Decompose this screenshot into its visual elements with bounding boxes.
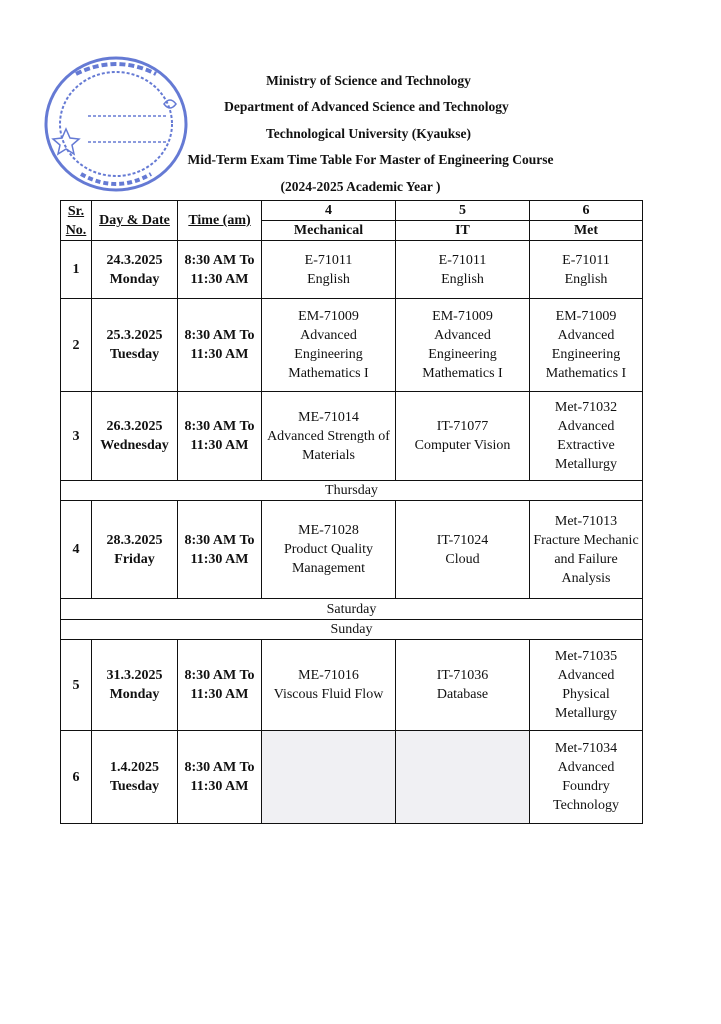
row-it-empty — [396, 731, 530, 824]
break-sunday-label: Sunday — [61, 620, 643, 640]
row-met: EM-71009 Advanced Engineering Mathematics I — [530, 299, 643, 392]
table-header-row — [61, 201, 643, 221]
timetable-title: Mid-Term Exam Time Table For Master of Engineering Course — [187, 152, 554, 167]
exam-timetable — [60, 200, 643, 824]
header-group-5: 5 — [396, 201, 530, 221]
header-mechanical: Mechanical — [262, 221, 396, 241]
table-row — [61, 241, 643, 299]
ministry-title: Ministry of Science and Technology — [266, 73, 471, 88]
table-row — [61, 392, 643, 481]
row-it: EM-71009 Advanced Engineering Mathematics I — [396, 299, 530, 392]
table-row — [61, 640, 643, 731]
row-met: Met-71013 Fracture Mechanic and Failure Analysis — [530, 501, 643, 599]
break-saturday-label: Saturday — [61, 599, 643, 620]
break-row-thursday — [61, 481, 643, 501]
row-mechanical: ME-71028 Product Quality Management — [262, 501, 396, 599]
row-sr: 5 — [61, 640, 92, 731]
row-day-date: 31.3.2025 Monday — [92, 640, 178, 731]
row-sr: 4 — [61, 501, 92, 599]
department-title: Department of Advanced Science and Technology — [224, 99, 509, 114]
row-it: E-71011 English — [396, 241, 530, 299]
header-it: IT — [396, 221, 530, 241]
break-row-sunday — [61, 620, 643, 640]
row-day-date: 28.3.2025 Friday — [92, 501, 178, 599]
header-group-6: 6 — [530, 201, 643, 221]
row-mechanical-empty — [262, 731, 396, 824]
row-time: 8:30 AM To 11:30 AM — [178, 392, 262, 481]
row-met: Met-71034 Advanced Foundry Technology — [530, 731, 643, 824]
break-row-saturday — [61, 599, 643, 620]
row-mechanical: EM-71009 Advanced Engineering Mathematics I — [262, 299, 396, 392]
row-day-date: 1.4.2025 Tuesday — [92, 731, 178, 824]
row-it: IT-71077 Computer Vision — [396, 392, 530, 481]
row-met: Met-71032 Advanced Extractive Metallurgy — [530, 392, 643, 481]
row-it: IT-71036 Database — [396, 640, 530, 731]
row-sr: 1 — [61, 241, 92, 299]
header-day-date: Day & Date — [92, 201, 178, 241]
row-met: E-71011 English — [530, 241, 643, 299]
table-row — [61, 299, 643, 392]
table-row — [61, 731, 643, 824]
academic-year: (2024-2025 Academic Year ) — [280, 179, 441, 194]
row-mechanical: ME-71016 Viscous Fluid Flow — [262, 640, 396, 731]
row-sr: 2 — [61, 299, 92, 392]
row-day-date: 26.3.2025 Wednesday — [92, 392, 178, 481]
header-met: Met — [530, 221, 643, 241]
row-mechanical: E-71011 English — [262, 241, 396, 299]
header-group-4: 4 — [262, 201, 396, 221]
row-it: IT-71024 Cloud — [396, 501, 530, 599]
row-sr: 6 — [61, 731, 92, 824]
row-time: 8:30 AM To 11:30 AM — [178, 501, 262, 599]
row-mechanical: ME-71014 Advanced Strength of Materials — [262, 392, 396, 481]
row-day-date: 24.3.2025 Monday — [92, 241, 178, 299]
row-time: 8:30 AM To 11:30 AM — [178, 640, 262, 731]
header-sr-no: Sr. No. — [61, 201, 92, 241]
row-day-date: 25.3.2025 Tuesday — [92, 299, 178, 392]
row-met: Met-71035 Advanced Physical Metallurgy — [530, 640, 643, 731]
row-time: 8:30 AM To 11:30 AM — [178, 299, 262, 392]
row-time: 8:30 AM To 11:30 AM — [178, 731, 262, 824]
table-row — [61, 501, 643, 599]
row-sr: 3 — [61, 392, 92, 481]
row-time: 8:30 AM To 11:30 AM — [178, 241, 262, 299]
header-time: Time (am) — [178, 201, 262, 241]
break-thursday-label: Thursday — [61, 481, 643, 501]
university-title: Technological University (Kyaukse) — [265, 126, 471, 141]
